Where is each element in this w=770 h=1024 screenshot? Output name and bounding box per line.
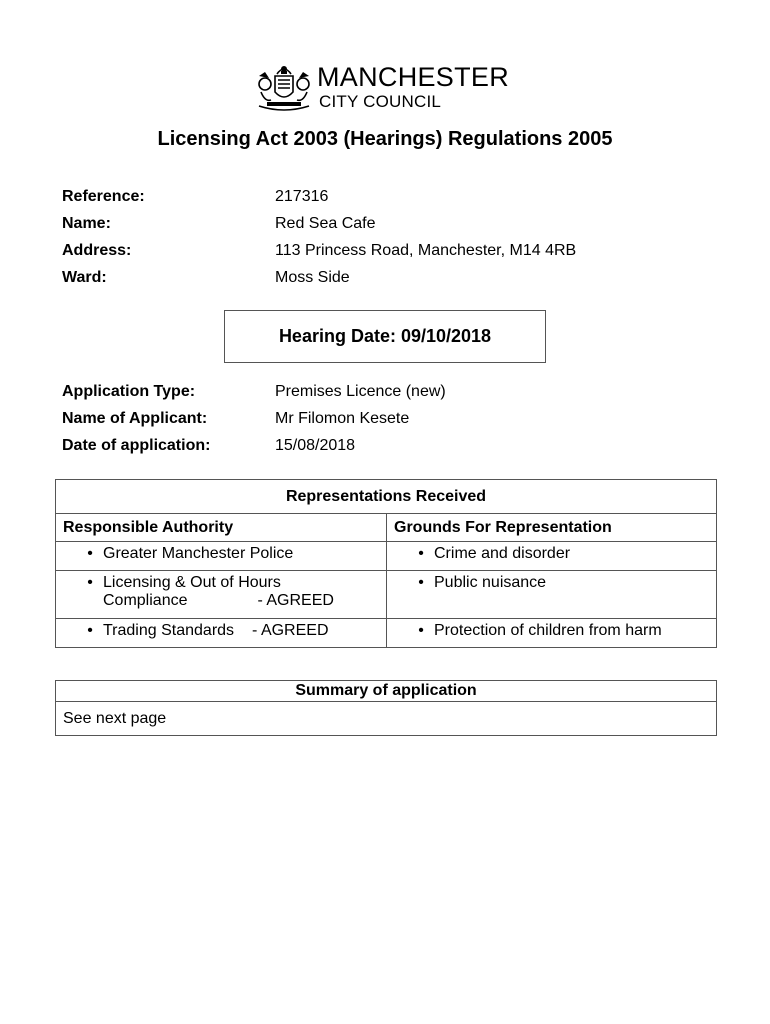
table-row (56, 619, 717, 648)
status-text: - AGREED (252, 622, 329, 639)
authority-cell (56, 542, 387, 571)
table-caption: Representations Received (56, 480, 717, 514)
authority-name-continued: Compliance (103, 592, 188, 609)
authority-cell (56, 571, 387, 619)
status-text: - AGREED (257, 592, 334, 609)
bullet-icon: • (87, 545, 93, 562)
summary-caption: Summary of application (56, 681, 717, 702)
authority-name: Trading Standards (103, 622, 235, 639)
name-row (62, 210, 576, 237)
field-label: Address: (62, 241, 132, 259)
field-value: Mr Filomon Kesete (275, 409, 410, 427)
premises-details (62, 183, 576, 291)
authority-cell (56, 619, 387, 648)
grounds-cell (387, 542, 717, 571)
bullet-icon: • (418, 545, 424, 562)
field-label: Name: (62, 214, 111, 232)
column-header-authority: Responsible Authority (56, 514, 387, 542)
bullet-icon: • (418, 622, 424, 639)
council-name-line2: CITY COUNCIL (319, 92, 442, 111)
grounds-cell (387, 619, 717, 648)
field-value: 113 Princess Road, Manchester, M14 4RB (275, 241, 577, 259)
field-value: 15/08/2018 (275, 436, 356, 454)
summary-table (55, 680, 717, 736)
field-label: Application Type: (62, 382, 196, 400)
grounds-text: Public nuisance (434, 574, 547, 591)
field-value: Moss Side (275, 268, 350, 286)
authority-name: Greater Manchester Police (103, 545, 294, 562)
authority-name: Licensing & Out of Hours (103, 574, 281, 591)
applicant-name-row (62, 405, 446, 432)
bullet-icon: • (418, 574, 424, 591)
grounds-text: Protection of children from harm (434, 622, 662, 639)
field-label: Name of Applicant: (62, 409, 208, 427)
field-label: Date of application: (62, 436, 211, 454)
council-wordmark (317, 64, 509, 110)
hearing-date-box: Hearing Date: 09/10/2018 (224, 310, 546, 363)
table-row (56, 571, 717, 619)
field-label: Ward: (62, 268, 107, 286)
application-type-row (62, 378, 446, 405)
council-name-line1: MANCHESTER (317, 62, 510, 92)
council-logo (255, 62, 509, 112)
ward-row (62, 264, 576, 291)
field-label: Reference: (62, 187, 145, 205)
column-header-grounds: Grounds For Representation (387, 514, 717, 542)
coat-of-arms-icon (255, 62, 313, 112)
field-value: 217316 (275, 187, 329, 205)
application-details (62, 378, 446, 459)
summary-body: See next page (56, 702, 717, 736)
bullet-icon: • (87, 574, 93, 591)
grounds-text: Crime and disorder (434, 545, 571, 562)
field-value: Premises Licence (new) (275, 382, 446, 400)
application-date-row (62, 432, 446, 459)
grounds-cell (387, 571, 717, 619)
bullet-icon: • (87, 622, 93, 639)
document-title: Licensing Act 2003 (Hearings) Regulations 2005 (157, 128, 613, 150)
representations-table (55, 479, 717, 648)
field-value: Red Sea Cafe (275, 214, 376, 232)
table-row (56, 542, 717, 571)
address-row (62, 237, 576, 264)
reference-row (62, 183, 576, 210)
